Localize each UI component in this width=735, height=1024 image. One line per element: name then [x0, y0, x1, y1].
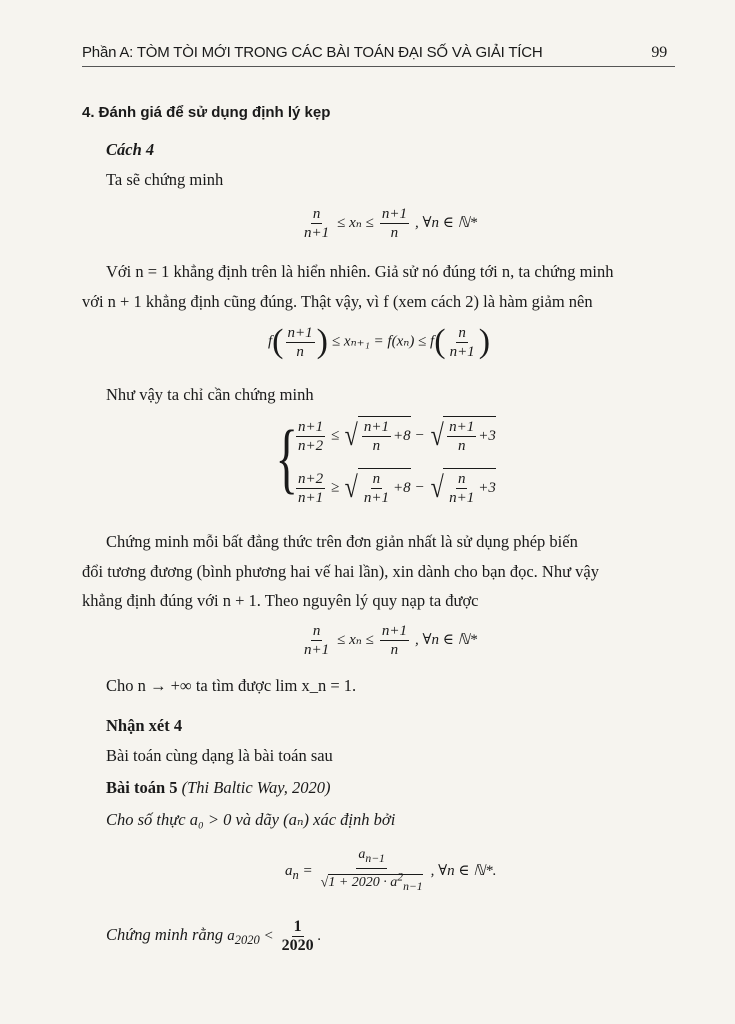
section-title: 4. Đánh giá để sử dụng định lý kẹp	[82, 104, 331, 121]
method-heading: Cách 4	[106, 140, 155, 159]
paragraph-each-3: khẳng định đúng với n + 1. Theo nguyên lý quy nạp ta được	[82, 591, 479, 610]
inequality-main: $\frac{n}{n+1}$ ≤ xₙ ≤ $\frac{n+1}{n}$ , ∀n ∈ ℕ*	[304, 206, 478, 241]
recurrence-formula: $a_n$ = $\frac{a_{n-1}}{√1 + 2020 \cdot a^2_{n-1}}$ , ∀n ∈ ℕ*.	[285, 847, 497, 894]
inequality-result: $\frac{n}{n+1}$ ≤ xₙ ≤ $\frac{n+1}{n}$ , ∀n ∈ ℕ*	[304, 623, 478, 658]
paragraph-need: Như vậy ta chỉ cần chứng minh	[106, 385, 314, 404]
paragraph-induction-2: với n + 1 khẳng định cũng đúng. Thật vậy, vì f (xem cách 2) là hàm giảm nên	[82, 292, 593, 311]
header-title: Phần A: TÒM TÒI MỚI TRONG CÁC BÀI TOÁN ĐẠI SỐ VÀ GIẢI TÍCH	[82, 44, 543, 61]
paragraph-similar: Bài toán cùng dạng là bài toán sau	[106, 746, 333, 765]
paragraph-prove: Ta sẽ chứng minh	[106, 170, 224, 189]
paragraph-induction-1: Với n = 1 khẳng định trên là hiển nhiên. Giả sử nó đúng tới n, ta chứng minh	[106, 262, 614, 281]
problem-5-heading: Bài toán 5 (Thi Baltic Way, 2020)	[106, 778, 331, 797]
page-number: 99	[651, 44, 667, 61]
problem-5-goal: Chứng minh rằng $a_{2020}$ < $\frac{1}{2020}$ .	[106, 918, 322, 954]
paragraph-limit: Cho n → +∞ ta tìm được lim x_n = 1.	[106, 676, 357, 695]
remark-heading: Nhận xét 4	[106, 716, 183, 735]
problem-5-statement: Cho số thực a₀ > 0 và dãy (aₙ) xác định bởi	[106, 810, 396, 829]
paragraph-each-1: Chứng minh mỗi bất đẳng thức trên đơn giản nhất là sử dụng phép biến	[106, 532, 578, 551]
page-header	[82, 42, 675, 67]
paragraph-each-2: đổi tương đương (bình phương hai vế hai lần), xin dành cho bạn đọc. Như vậy	[82, 562, 599, 581]
function-chain: f( $\frac{n+1}{n}$ ) ≤ xₙ₊₁ = f(xₙ) ≤ f( $\frac{n}{n+1}$ )	[268, 323, 491, 360]
